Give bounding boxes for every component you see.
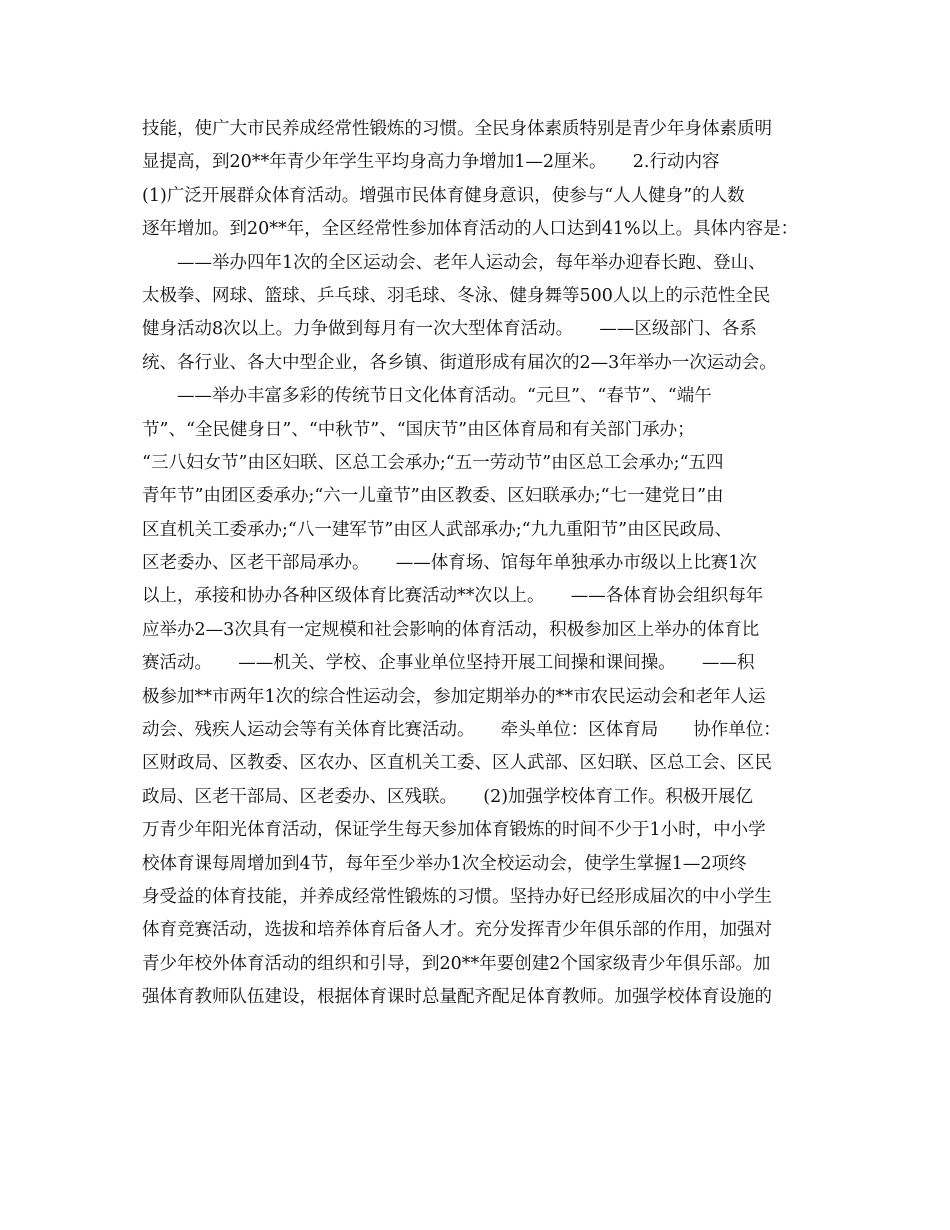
text-line: 赛活动。 ——机关、学校、企事业单位坚持开展工间操和课间操。 ——积 [142, 653, 755, 674]
text-line: 区财政局、区教委、区农办、区直机关工委、区人武部、区妇联、区总工会、区民 [142, 753, 772, 774]
text-line: 技能，使广大市民养成经常性锻炼的习惯。全民身体素质特别是青少年身体素质明 [142, 119, 772, 139]
text-line: 以上，承接和协办各种区级体育比赛活动**次以上。 ——各体育协会组织每年 [142, 586, 764, 607]
text-line: 万青少年阳光体育活动，保证学生每天参加体育锻炼的时间不少于1小时，中小学 [142, 820, 766, 841]
text-line: 身受益的体育技能，并养成经常性锻炼的习惯。坚持办好已经形成届次的中小学生 [142, 886, 772, 907]
text-line: 应举办2—3次具有一定规模和社会影响的体育活动，积极参加区上举办的体育比 [142, 619, 760, 640]
text-line: 逐年增加。到20**年，全区经常性参加体育活动的人口达到41%以上。具体内容是： [142, 219, 799, 240]
text-line: 体育竞赛活动，选拔和培养体育后备人才。充分发挥青少年俱乐部的作用，加强对 [142, 920, 772, 941]
text-line: 区直机关工委承办;“八一建军节”由区人武部承办;“九九重阳节”由区民政局、 [142, 519, 733, 540]
text-line: ——举办丰富多彩的传统节日文化体育活动。“元旦”、“春节”、“端午 [142, 386, 712, 407]
text-line: 极参加**市两年1次的综合性运动会，参加定期举办的**市农民运动会和老年人运 [142, 686, 766, 707]
text-line: 显提高，到20**年青少年学生平均身高力争增加1—2厘米。 2.行动内容 [142, 152, 720, 173]
text-line: 政局、区老干部局、区老委办、区残联。 (2)加强学校体育工作。积极开展亿 [142, 786, 754, 807]
text-line: 统、各行业、各大中型企业，各乡镇、街道形成有届次的2—3年举办一次运动会。 [142, 352, 777, 373]
text-line: ——举办四年1次的全区运动会、老年人运动会，每年举办迎春长跑、登山、 [142, 252, 766, 273]
text-line: 健身活动8次以上。力争做到每月有一次大型体育活动。 ——区级部门、各系 [142, 319, 757, 340]
text-line: 校体育课每周增加到4节，每年至少举办1次全校运动会，使学生掌握1—2项终 [142, 853, 747, 874]
text-line: (1)广泛开展群众体育活动。增强市民体育健身意识，使参与“人人健身”的人数 [142, 185, 745, 206]
body-text [142, 113, 818, 1015]
text-line: 强体育教师队伍建设，根据体育课时总量配齐配足体育教师。加强学校体育设施的 [142, 987, 772, 1008]
text-line: 节”、“全民健身日”、“中秋节”、“国庆节”由区体育局和有关部门承办； [142, 419, 695, 440]
text-line: “三八妇女节”由区妇联、区总工会承办;“五一劳动节”由区总工会承办;“五四 [142, 452, 724, 473]
text-line: 青少年校外体育活动的组织和引导，到20**年要创建2个国家级青少年俱乐部。加 [142, 953, 771, 974]
text-line: 动会、残疾人运动会等有关体育比赛活动。 牵头单位：区体育局 协作单位： [142, 720, 781, 741]
text-line: 太极拳、网球、篮球、乒乓球、羽毛球、冬泳、健身舞等500人以上的示范性全民 [142, 285, 771, 306]
text-line: 青年节”由团区委承办;“六一儿童节”由区教委、区妇联承办;“七一建党日”由 [142, 486, 724, 507]
text-line: 区老委办、区老干部局承办。 ——体育场、馆每年单独承办市级以上比赛1次 [142, 553, 757, 574]
